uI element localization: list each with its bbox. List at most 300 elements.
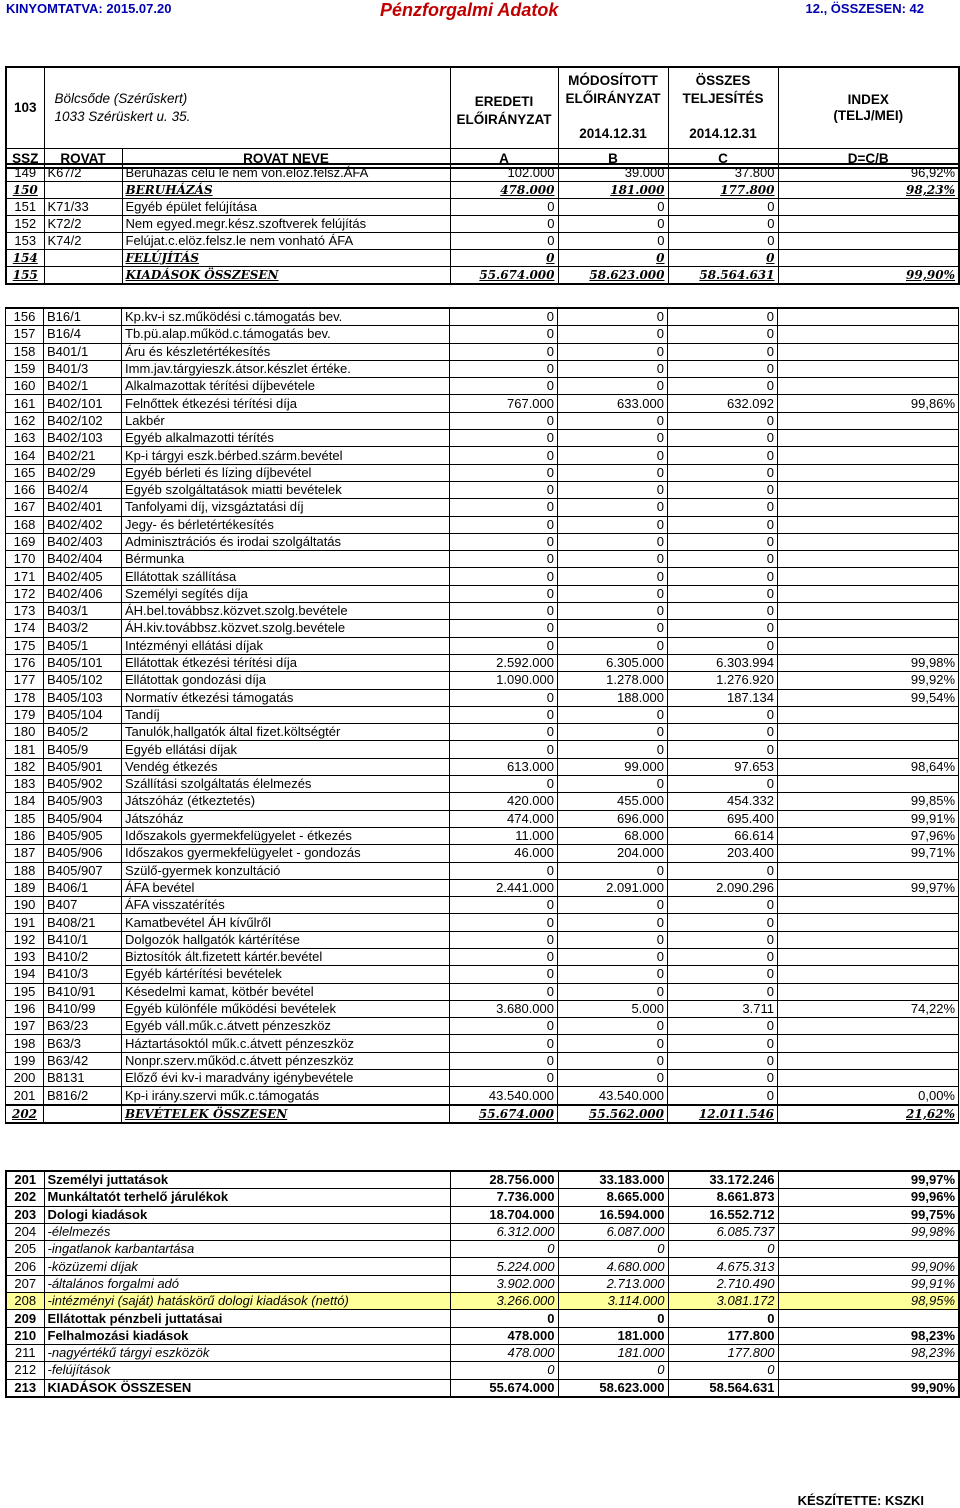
value-c: 0	[668, 343, 778, 360]
value-b: 0	[558, 983, 668, 1000]
row-name: Időszakos gyermekfelügyelet - gondozás	[122, 845, 450, 862]
value-b: 0	[558, 620, 668, 637]
value-d	[778, 1018, 959, 1035]
value-d	[778, 326, 959, 343]
row-code: B16/4	[44, 326, 122, 343]
value-a: 0	[450, 914, 558, 931]
value-a: 0	[450, 516, 558, 533]
row-code: B402/21	[44, 447, 122, 464]
value-b: 0	[558, 603, 668, 620]
row-code: B405/907	[44, 862, 122, 879]
table-row	[6, 1171, 959, 1189]
value-a: 0	[450, 603, 558, 620]
row-number: 204	[6, 1223, 44, 1240]
row-name: Egyéb ellátási díjak	[122, 741, 450, 758]
row-number: 207	[6, 1275, 44, 1292]
value-c: 0	[668, 1070, 778, 1087]
row-number: 185	[6, 810, 44, 827]
row-code: B402/1	[44, 378, 122, 395]
row-name: Kamatbevétel ÁH kívűlről	[122, 914, 450, 931]
value-c: 177.800	[668, 182, 778, 199]
value-a: 0	[450, 233, 558, 250]
row-number: 192	[6, 931, 44, 948]
value-c: 454.332	[668, 793, 778, 810]
value-c: 0	[668, 412, 778, 429]
row-name: Tanulók,hallgatók által fizet.költségtér	[122, 724, 450, 741]
value-d	[778, 481, 959, 498]
row-number: 202	[6, 1105, 44, 1123]
row-name: Késedelmi kamat, kötbér bevétel	[122, 983, 450, 1000]
row-number: 158	[6, 343, 44, 360]
row-code: K71/33	[44, 199, 122, 216]
value-c: 0	[668, 1087, 778, 1105]
value-b: 0	[558, 250, 668, 267]
row-name: Ellátottak gondozási díja	[122, 672, 450, 689]
value-d	[778, 533, 959, 550]
row-number: 190	[6, 897, 44, 914]
row-number: 203	[6, 1206, 44, 1223]
value-a: 0	[450, 343, 558, 360]
value-d	[778, 233, 959, 250]
row-name: ÁH.bel.továbbsz.közvet.szolg.bevétele	[122, 603, 450, 620]
row-code: B405/103	[44, 689, 122, 706]
table-row	[6, 758, 959, 775]
value-c: 0	[668, 199, 778, 216]
value-b: 204.000	[558, 845, 668, 862]
value-c: 4.675.313	[668, 1258, 778, 1275]
table-row	[6, 447, 959, 464]
value-c: 0	[668, 1035, 778, 1052]
row-number: 149	[6, 164, 44, 182]
row-code: B8131	[44, 1070, 122, 1087]
value-c: 0	[668, 378, 778, 395]
value-c: 0	[668, 931, 778, 948]
table-row	[6, 499, 959, 516]
row-number: 172	[6, 585, 44, 602]
value-d: 98,23%	[778, 1344, 959, 1361]
row-name: Egyéb különféle működési bevételek	[122, 1000, 450, 1017]
table-row	[6, 1000, 959, 1017]
col-header-b: B	[558, 149, 668, 169]
table-row	[6, 1070, 959, 1087]
table-row	[6, 776, 959, 793]
value-d	[778, 199, 959, 216]
table-row	[6, 378, 959, 395]
col-header-d: D=C/B	[778, 149, 959, 169]
value-a: 0	[450, 585, 558, 602]
value-a: 3.902.000	[450, 1275, 558, 1292]
row-number: 188	[6, 862, 44, 879]
value-c: 58.564.631	[668, 267, 778, 285]
row-number: 164	[6, 447, 44, 464]
value-c: 177.800	[668, 1344, 778, 1361]
table-sum-row	[6, 1105, 959, 1123]
table-row	[6, 741, 959, 758]
table-row	[6, 1035, 959, 1052]
row-name: Játszóház	[122, 810, 450, 827]
value-d	[778, 568, 959, 585]
value-a: 478.000	[450, 1327, 558, 1344]
row-number: 195	[6, 983, 44, 1000]
value-a: 0	[450, 637, 558, 654]
table-row	[6, 199, 959, 216]
value-c: 177.800	[668, 1327, 778, 1344]
value-c: 0	[668, 966, 778, 983]
institution-info	[44, 67, 450, 149]
table-row	[6, 216, 959, 233]
value-b: 0	[558, 412, 668, 429]
table-row	[6, 966, 959, 983]
row-code: B408/21	[44, 914, 122, 931]
table-row	[6, 1379, 959, 1397]
row-code: K72/2	[44, 216, 122, 233]
value-c: 0	[668, 637, 778, 654]
table-row	[6, 827, 959, 844]
value-a: 0	[450, 1052, 558, 1069]
table-row	[6, 343, 959, 360]
value-b: 0	[558, 637, 668, 654]
row-number: 176	[6, 654, 44, 671]
row-code: B63/23	[44, 1018, 122, 1035]
col-header-rovat-neve: ROVAT NEVE	[122, 149, 450, 169]
page-title: Pénzforgalmi Adatok	[380, 0, 559, 20]
row-name: Biztosítók ált.fizetett kártér.bevétel	[122, 948, 450, 965]
row-code: B405/902	[44, 776, 122, 793]
row-number: 211	[6, 1344, 44, 1361]
value-c: 6.085.737	[668, 1223, 778, 1240]
value-a: 28.756.000	[450, 1171, 558, 1189]
value-b: 0	[558, 499, 668, 516]
row-number: 187	[6, 845, 44, 862]
value-a: 11.000	[450, 827, 558, 844]
value-b: 0	[558, 233, 668, 250]
value-a: 0	[450, 499, 558, 516]
value-b: 188.000	[558, 689, 668, 706]
value-b: 181.000	[558, 1344, 668, 1361]
table-row	[6, 1275, 959, 1292]
table-row	[6, 233, 959, 250]
row-name: Háztartásoktól műk.c.átvett pénzeszköz	[122, 1035, 450, 1052]
table-row	[6, 516, 959, 533]
value-a: 55.674.000	[450, 1105, 558, 1123]
value-a: 0	[450, 931, 558, 948]
value-b: 0	[558, 481, 668, 498]
value-a: 0	[450, 481, 558, 498]
col-b-header	[558, 67, 668, 149]
value-c: 2.710.490	[668, 1275, 778, 1292]
page-header	[0, 0, 960, 22]
value-c: 0	[668, 862, 778, 879]
row-number: 194	[6, 966, 44, 983]
col-d-title: INDEX (TELJ/MEI)	[778, 67, 959, 149]
value-d	[778, 1070, 959, 1087]
value-d	[778, 1052, 959, 1069]
value-b: 6.305.000	[558, 654, 668, 671]
row-name: KIADÁSOK ÖSSZESEN	[44, 1379, 450, 1397]
value-b: 0	[558, 326, 668, 343]
value-c: 3.711	[668, 1000, 778, 1017]
row-code: B405/101	[44, 654, 122, 671]
table-row	[6, 568, 959, 585]
value-a: 0	[450, 966, 558, 983]
value-d	[778, 1362, 959, 1379]
row-number: 180	[6, 724, 44, 741]
value-c: 0	[668, 724, 778, 741]
row-code: B402/401	[44, 499, 122, 516]
value-c: 0	[668, 983, 778, 1000]
value-b: 181.000	[558, 1327, 668, 1344]
value-b: 0	[558, 1018, 668, 1035]
value-d	[778, 216, 959, 233]
table-row	[6, 983, 959, 1000]
value-c: 0	[668, 551, 778, 568]
value-c: 0	[668, 1018, 778, 1035]
row-number: 156	[6, 308, 44, 326]
value-b: 0	[558, 897, 668, 914]
table-row	[6, 1310, 959, 1327]
value-a: 0	[450, 706, 558, 723]
prepared-by: KÉSZÍTETTE: KSZKI	[797, 1493, 924, 1508]
row-number: 209	[6, 1310, 44, 1327]
row-number: 170	[6, 551, 44, 568]
value-d: 99,75%	[778, 1206, 959, 1223]
value-b: 0	[558, 724, 668, 741]
value-d: 99,97%	[778, 1171, 959, 1189]
table-row	[6, 1258, 959, 1275]
table-row	[6, 533, 959, 550]
row-number: 202	[6, 1189, 44, 1206]
value-d	[778, 706, 959, 723]
institution-name: Bölcsőde (Szérűskert)	[54, 91, 188, 106]
value-c: 187.134	[668, 689, 778, 706]
table-row	[6, 1087, 959, 1105]
row-code: B410/99	[44, 1000, 122, 1017]
table-row	[6, 654, 959, 671]
row-number: 208	[6, 1293, 44, 1310]
row-name: FELÚJÍTÁS	[122, 250, 450, 267]
value-c: 0	[668, 620, 778, 637]
row-number: 201	[6, 1087, 44, 1105]
page-number: 12., ÖSSZESEN: 42	[805, 1, 924, 16]
value-d: 0,00%	[778, 1087, 959, 1105]
value-a: 0	[450, 412, 558, 429]
value-c: 0	[668, 499, 778, 516]
value-d: 99,96%	[778, 1189, 959, 1206]
value-b: 0	[558, 1241, 668, 1258]
row-number: 163	[6, 430, 44, 447]
row-code: B405/901	[44, 758, 122, 775]
row-name: Imm.jav.tárgyieszk.átsor.készlet értéke.	[122, 360, 450, 377]
value-b: 0	[558, 430, 668, 447]
row-number: 150	[6, 182, 44, 199]
value-a: 474.000	[450, 810, 558, 827]
value-c: 0	[668, 568, 778, 585]
table-row	[6, 879, 959, 896]
row-name: Egyéb alkalmazotti térítés	[122, 430, 450, 447]
row-code: B402/404	[44, 551, 122, 568]
value-b: 58.623.000	[558, 1379, 668, 1397]
table-row	[6, 810, 959, 827]
value-b: 455.000	[558, 793, 668, 810]
row-name: Személyi segítés díja	[122, 585, 450, 602]
value-b: 0	[558, 447, 668, 464]
value-c: 0	[668, 776, 778, 793]
col-c-title: ÖSSZES TELJESÍTÉS	[682, 73, 764, 106]
value-d: 99,90%	[778, 1379, 959, 1397]
row-number: 184	[6, 793, 44, 810]
row-code: B16/1	[44, 308, 122, 326]
value-b: 0	[558, 1070, 668, 1087]
row-code: K74/2	[44, 233, 122, 250]
value-d	[778, 914, 959, 931]
value-d: 99,86%	[778, 395, 959, 412]
row-code: B401/1	[44, 343, 122, 360]
row-number: 179	[6, 706, 44, 723]
value-a: 0	[450, 326, 558, 343]
table-row	[6, 464, 959, 481]
row-code: B410/1	[44, 931, 122, 948]
value-c: 0	[668, 585, 778, 602]
value-a: 0	[450, 551, 558, 568]
table-row	[6, 931, 959, 948]
value-a: 0	[450, 1362, 558, 1379]
table-row	[6, 395, 959, 412]
value-d	[778, 862, 959, 879]
value-a: 0	[450, 199, 558, 216]
value-a: 0	[450, 897, 558, 914]
table-row	[6, 862, 959, 879]
value-c: 33.172.246	[668, 1171, 778, 1189]
row-code: B405/906	[44, 845, 122, 862]
row-code: B402/405	[44, 568, 122, 585]
value-a: 0	[450, 741, 558, 758]
value-a: 0	[450, 430, 558, 447]
value-c: 0	[668, 1310, 778, 1327]
value-d: 74,22%	[778, 1000, 959, 1017]
value-a: 3.680.000	[450, 1000, 558, 1017]
value-a: 2.441.000	[450, 879, 558, 896]
row-name: KIADÁSOK ÖSSZESEN	[122, 267, 450, 285]
value-b: 0	[558, 1310, 668, 1327]
row-number: 154	[6, 250, 44, 267]
value-d	[778, 776, 959, 793]
value-a: 18.704.000	[450, 1206, 558, 1223]
value-a: 7.736.000	[450, 1189, 558, 1206]
row-code: B405/904	[44, 810, 122, 827]
value-a: 0	[450, 620, 558, 637]
value-a: 0	[450, 216, 558, 233]
value-b: 6.087.000	[558, 1223, 668, 1240]
print-date: KINYOMTATVA: 2015.07.20	[6, 1, 172, 16]
row-code: B403/2	[44, 620, 122, 637]
value-b: 0	[558, 199, 668, 216]
value-a: 0	[450, 1018, 558, 1035]
row-number: 161	[6, 395, 44, 412]
value-a: 0	[450, 724, 558, 741]
value-d	[778, 948, 959, 965]
value-b: 55.562.000	[558, 1105, 668, 1123]
row-code: B401/3	[44, 360, 122, 377]
value-b: 0	[558, 1362, 668, 1379]
row-name: Ellátottak étkezési térítési díja	[122, 654, 450, 671]
value-b: 43.540.000	[558, 1087, 668, 1105]
value-d	[778, 1035, 959, 1052]
col-a-title: EREDETI ELŐIRÁNYZAT	[450, 67, 558, 149]
value-d: 97,96%	[778, 827, 959, 844]
value-a: 55.674.000	[450, 1379, 558, 1397]
value-b: 0	[558, 966, 668, 983]
value-b: 2.713.000	[558, 1275, 668, 1292]
value-d	[778, 741, 959, 758]
col-header-ssz: SSZ	[6, 149, 44, 169]
value-c: 6.303.994	[668, 654, 778, 671]
row-code: B402/101	[44, 395, 122, 412]
value-a: 420.000	[450, 793, 558, 810]
value-d: 98,95%	[778, 1293, 959, 1310]
row-number: 175	[6, 637, 44, 654]
row-code: B405/9	[44, 741, 122, 758]
value-a: 102.000	[450, 164, 558, 182]
value-a: 0	[450, 983, 558, 1000]
revenue-table	[5, 307, 959, 1124]
row-name: Ellátottak pénzbeli juttatásai	[44, 1310, 450, 1327]
value-b: 0	[558, 948, 668, 965]
value-b: 39.000	[558, 164, 668, 182]
table-row	[6, 1362, 959, 1379]
value-c: 37.800	[668, 164, 778, 182]
value-c: 0	[668, 516, 778, 533]
value-a: 0	[450, 689, 558, 706]
value-a: 0	[450, 447, 558, 464]
value-d: 99,92%	[778, 672, 959, 689]
table-row	[6, 1293, 959, 1310]
value-d	[778, 966, 959, 983]
row-name: Egyéb szolgáltatások miatti bevételek	[122, 481, 450, 498]
row-name: Egyéb kártérítési bevételek	[122, 966, 450, 983]
row-number: 178	[6, 689, 44, 706]
value-b: 5.000	[558, 1000, 668, 1017]
value-b: 0	[558, 1035, 668, 1052]
row-code: B402/102	[44, 412, 122, 429]
value-a: 613.000	[450, 758, 558, 775]
table-row	[6, 637, 959, 654]
value-d	[778, 430, 959, 447]
value-d	[778, 551, 959, 568]
table-row	[6, 1241, 959, 1258]
value-c: 58.564.631	[668, 1379, 778, 1397]
table-row	[6, 481, 959, 498]
row-name: Tandíj	[122, 706, 450, 723]
value-d: 98,64%	[778, 758, 959, 775]
table-row	[6, 672, 959, 689]
value-a: 0	[450, 308, 558, 326]
row-number: 177	[6, 672, 44, 689]
col-c-header	[668, 67, 778, 149]
value-d	[778, 360, 959, 377]
value-d	[778, 308, 959, 326]
value-a: 0	[450, 464, 558, 481]
table-row	[6, 1189, 959, 1206]
row-number: 160	[6, 378, 44, 395]
value-c: 0	[668, 360, 778, 377]
row-name: Kp-i tárgyi eszk.bérbed.szárm.bevétel	[122, 447, 450, 464]
row-name: Egyéb épület felújítása	[122, 199, 450, 216]
row-name: Normatív étkezési támogatás	[122, 689, 450, 706]
row-number: 152	[6, 216, 44, 233]
value-c: 0	[668, 447, 778, 464]
row-code: B407	[44, 897, 122, 914]
value-d	[778, 378, 959, 395]
